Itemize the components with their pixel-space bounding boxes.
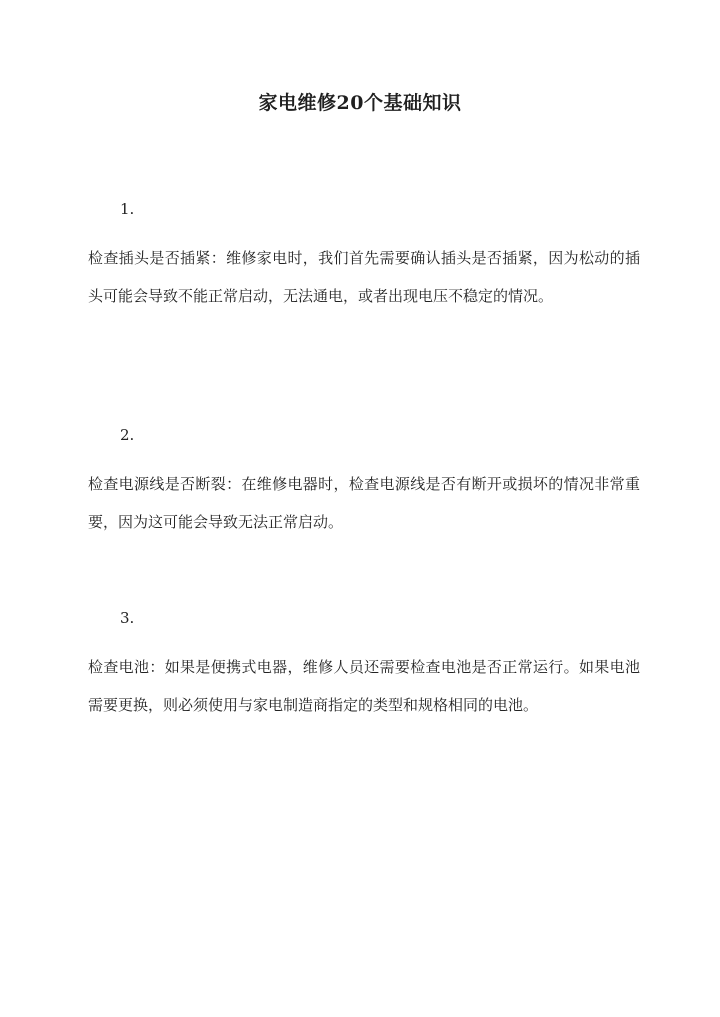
section-number: 2. <box>120 426 135 444</box>
section-3 <box>88 608 640 724</box>
document-title: 家电维修20个基础知识 <box>258 92 462 114</box>
section-number: 3. <box>120 609 135 627</box>
section-2 <box>88 425 640 541</box>
section-text: 检查电源线是否断裂：在维修电器时，检查电源线是否有断开或损坏的情况非常重要，因为这可能会导致无法正常启动。 <box>88 475 640 531</box>
section-1 <box>88 199 640 315</box>
section-text: 检查电池：如果是便携式电器，维修人员还需要检查电池是否正常运行。如果电池需要更换，则必须使用与家电制造商指定的类型和规格相同的电池。 <box>88 658 640 714</box>
section-number: 1. <box>120 200 135 218</box>
section-text: 检查插头是否插紧：维修家电时，我们首先需要确认插头是否插紧，因为松动的插头可能会导致不能正常启动，无法通电，或者出现电压不稳定的情况。 <box>88 249 640 305</box>
